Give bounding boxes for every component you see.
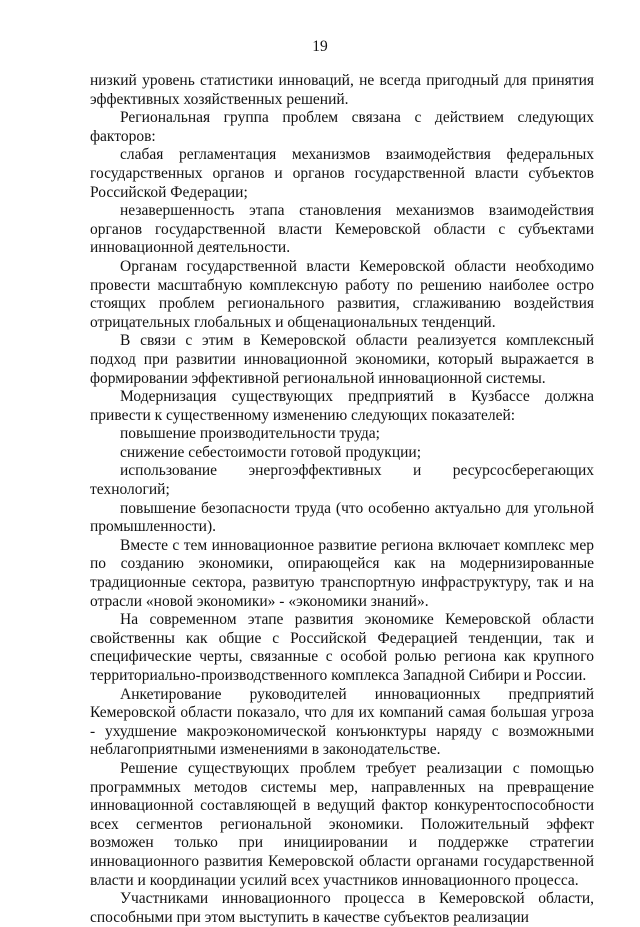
paragraph: Вместе с тем инновационное развитие региона включает комплекс мер по созданию экономики, опирающейся как на модернизированные традиционные сектора, развитую транспортную инфраструктуру, так и на отрасли «новой экономики» - «экономики знаний». (90, 536, 594, 610)
list-item: использование энергоэффективных и ресурсосберегающих технологий; (90, 462, 594, 499)
paragraph: Органам государственной власти Кемеровской области необходимо провести масштабную комплексную работу по решению наиболее остро стоящих проблем регионального развития, сглаживанию воздействия отрицательных глобальных и общенациональных тенденций. (90, 257, 594, 331)
paragraph: Анкетирование руководителей инновационных предприятий Кемеровской области показало, что для их компаний самая большая угроза - ухудшение макроэкономической конъюнктуры наряду с возможными неблагоприятными изменениями в законодательстве. (90, 685, 594, 759)
paragraph: Региональная группа проблем связана с действием следующих факторов: (90, 109, 594, 145)
document-body (90, 72, 594, 927)
page-number: 19 (312, 38, 328, 55)
paragraph: слабая регламентация механизмов взаимодействия федеральных государственных органов и органов государственной власти субъектов Российской Федерации; (90, 146, 594, 201)
paragraph: Участниками инновационного процесса в Кемеровской области, способными при этом выступить в качестве субъектов реализации (90, 890, 594, 926)
list-item: снижение себестоимости готовой продукции; (120, 443, 422, 461)
list-item: повышение производительности труда; (120, 425, 380, 443)
paragraph: низкий уровень статистики инноваций, не всегда пригодный для принятия эффективных хозяйственных решений. (90, 72, 594, 108)
paragraph: В связи с этим в Кемеровской области реализуется комплексный подход при развитии инновационной экономики, который выражается в формировании эффективной региональной инновационной системы. (90, 332, 594, 387)
paragraph: Решение существующих проблем требует реализации с помощью программных методов системы мер, направленных на превращение инновационной составляющей в ведущий фактор конкурентоспособности всех сегментов региональной экономики. Положительный эффект возможен только при инициировании и поддержке стратегии инновационного развития Кемеровской области органами государственной власти и координации усилий всех участников инновационного процесса. (90, 759, 594, 889)
paragraph: Модернизация существующих предприятий в Кузбассе должна привести к существенному изменению следующих показателей: (90, 388, 594, 424)
paragraph: На современном этапе развития экономике Кемеровской области свойственны как общие с Российской Федерацией тенденции, так и специфические черты, связанные с особой ролью региона как крупного территориально-производственного комплекса Западной Сибири и России. (90, 611, 594, 684)
paragraph: незавершенность этапа становления механизмов взаимодействия органов государственной власти Кемеровской области с субъектами инновационной деятельности. (90, 202, 594, 257)
list-item: повышение безопасности труда (что особенно актуально для угольной промышленности). (90, 499, 594, 536)
